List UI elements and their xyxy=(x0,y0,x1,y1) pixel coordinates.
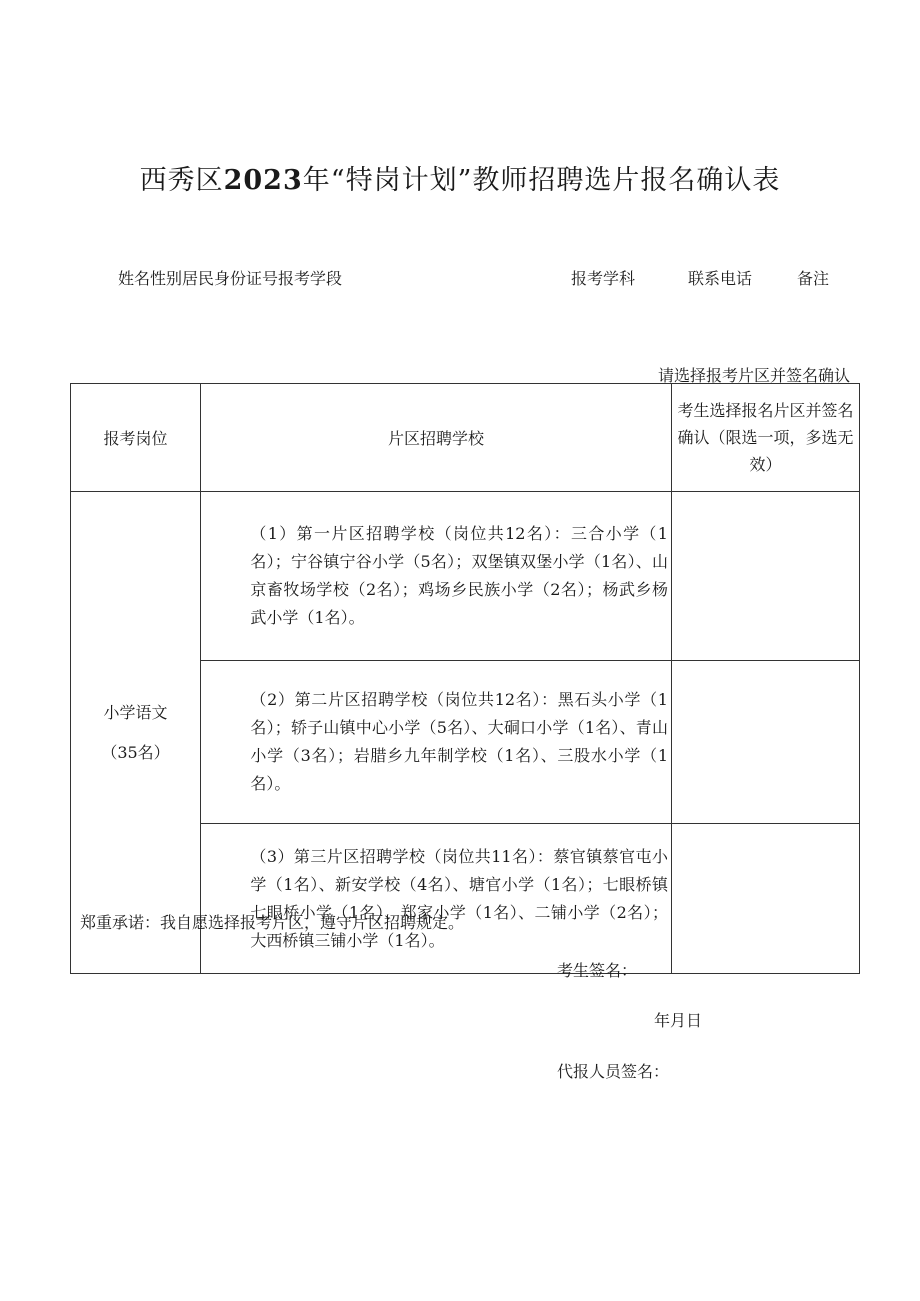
table-header-row xyxy=(71,384,860,492)
title-year: 2023 xyxy=(223,165,303,196)
district-3-signature-cell[interactable] xyxy=(672,824,860,974)
header-phone: 联系电话 xyxy=(688,269,753,288)
header-subject: 报考学科 xyxy=(571,269,636,288)
col-confirm-header: 考生选择报名片区并签名确认（限选一项，多选无效） xyxy=(672,384,860,492)
header-remark: 备注 xyxy=(797,269,830,288)
col-schools-header: 片区招聘学校 xyxy=(201,384,672,492)
district-1-text: （1）第一片区招聘学校（岗位共12名）：三合小学（1名）；宁谷镇宁谷小学（5名）；双堡镇双堡小学（1名）、山京畜牧场学校（2名）；鸡场乡民族小学（2名）；杨武乡杨武小学（1名）。 xyxy=(250,524,668,627)
position-count: （35名） xyxy=(101,742,170,762)
district-2-signature-cell[interactable] xyxy=(672,661,860,824)
title-suffix: 年“特岗计划”教师招聘选片报名确认表 xyxy=(302,165,781,196)
title-prefix: 西秀区 xyxy=(139,165,224,196)
date-label: 年月日 xyxy=(654,1011,703,1030)
table-row xyxy=(71,492,860,661)
position-name: 小学语文 xyxy=(103,702,168,722)
page-title xyxy=(0,158,920,197)
district-1-schools xyxy=(201,492,672,661)
district-3-text: （3）第三片区招聘学校（岗位共11名）：蔡官镇蔡官屯小学（1名）、新安学校（4名）、塘官小学（1名）；七眼桥镇七眼桥小学（1名）、郑家小学（1名）、二铺小学（2名）；大西桥镇三铺小学（1名）。 xyxy=(250,846,668,950)
candidate-signature-label: 考生签名： xyxy=(557,961,638,980)
col-position-header: 报考岗位 xyxy=(71,384,201,492)
agent-signature-label: 代报人员签名： xyxy=(557,1062,670,1081)
select-note: 请选择报考片区并签名确认 xyxy=(657,366,850,385)
header-name-to-segment: 姓名性别居民身份证号报考学段 xyxy=(118,269,343,288)
district-2-schools xyxy=(201,661,672,824)
pledge-text: 郑重承诺：我自愿选择报考片区，遵守片区招聘规定。 xyxy=(80,913,465,932)
position-cell xyxy=(71,492,201,974)
district-1-signature-cell[interactable] xyxy=(672,492,860,661)
district-2-text: （2）第二片区招聘学校（岗位共12名）：黑石头小学（1名）；轿子山镇中心小学（5名）、大硐口小学（1名）、青山小学（3名）；岩腊乡九年制学校（1名）、三股水小学（1名）。 xyxy=(250,690,668,793)
district-3-schools xyxy=(201,824,672,974)
district-table xyxy=(70,383,860,974)
